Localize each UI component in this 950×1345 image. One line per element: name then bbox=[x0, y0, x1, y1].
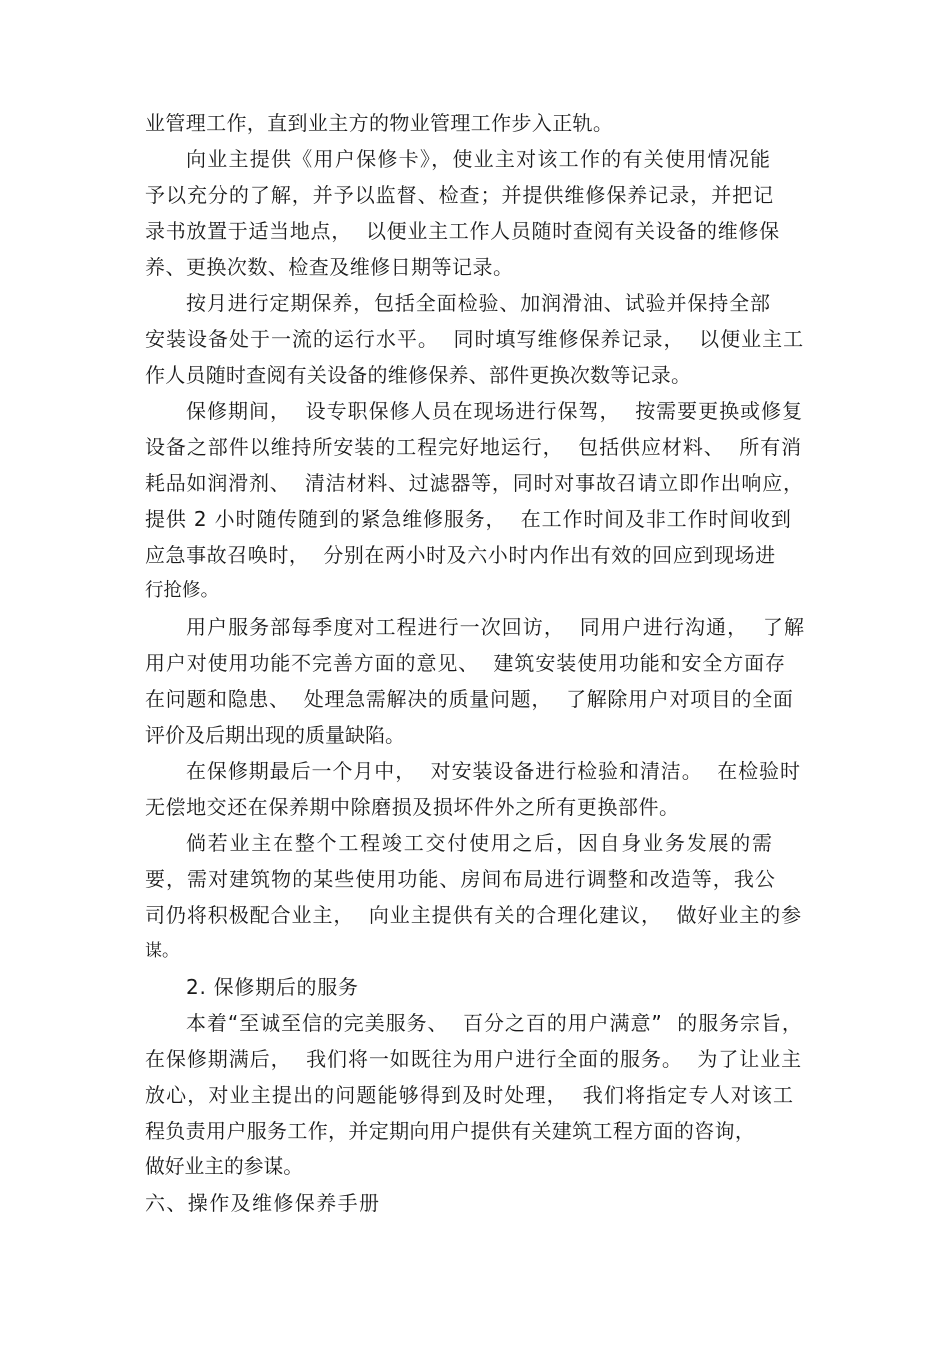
paragraph-line: 司仍将积极配合业主， 向业主提供有关的合理化建议， 做好业主的参 bbox=[145, 903, 803, 927]
paragraph-line: 在保修期满后， 我们将一如既往为用户进行全面的服务。 为了让业主 bbox=[145, 1047, 803, 1071]
paragraph-line: 业管理工作，直到业主方的物业管理工作步入正轨。 bbox=[145, 111, 614, 135]
paragraph-line: 谋。 bbox=[145, 941, 179, 961]
paragraph-line: 安装设备处于一流的运行水平。 同时填写维修保养记录， 以便业主工 bbox=[145, 327, 805, 351]
paragraph-line: 用户服务部每季度对工程进行一次回访， 同用户进行沟通， 了解 bbox=[186, 615, 806, 639]
paragraph-line: 予以充分的了解，并予以监督、检查；并提供维修保养记录，并把记 bbox=[145, 183, 775, 207]
paragraph-line: 放心，对业主提出的问题能够得到及时处理， 我们将指定专人对该工 bbox=[145, 1083, 795, 1107]
paragraph-line: 本着“至诚至信的完美服务、 百分之百的用户满意” 的服务宗旨， bbox=[186, 1011, 803, 1035]
paragraph-line: 在问题和隐患、 处理急需解决的质量问题， 了解除用户对项目的全面 bbox=[145, 687, 794, 711]
paragraph-line: 按月进行定期保养，包括全面检验、加润滑油、试验并保持全部 bbox=[186, 291, 771, 315]
paragraph-line: 要，需对建筑物的某些使用功能、房间布局进行调整和改造等，我公 bbox=[145, 867, 776, 891]
paragraph-line: 养、更换次数、检查及维修日期等记录。 bbox=[145, 255, 514, 279]
subsection-heading: 2. 保修期后的服务 bbox=[186, 975, 359, 999]
paragraph-line: 无偿地交还在保养期中除磨损及损坏件外之所有更换部件。 bbox=[145, 795, 680, 819]
paragraph-line: 提供 2 小时随传随到的紧急维修服务， 在工作时间及非工作时间收到 bbox=[145, 507, 792, 531]
paragraph-line: 做好业主的参谋。 bbox=[145, 1155, 304, 1178]
paragraph-line: 向业主提供《用户保修卡》，使业主对该工作的有关使用情况能 bbox=[186, 147, 772, 171]
paragraph-line: 评价及后期出现的质量缺陷。 bbox=[145, 723, 405, 747]
paragraph-line: 耗品如润滑剂、 清洁材料、过滤器等，同时对事故召请立即作出响应， bbox=[145, 471, 804, 495]
paragraph-line: 保修期间， 设专职保修人员在现场进行保驾， 按需要更换或修复 bbox=[186, 399, 804, 423]
paragraph-line: 在保修期最后一个月中， 对安装设备进行检验和清洁。 在检验时 bbox=[186, 759, 801, 783]
paragraph-line: 录书放置于适当地点， 以便业主工作人员随时查阅有关设备的维修保 bbox=[145, 219, 780, 243]
section-heading: 六、操作及维修保养手册 bbox=[145, 1191, 381, 1215]
paragraph-line: 应急事故召唤时， 分别在两小时及六小时内作出有效的回应到现场进 bbox=[145, 543, 776, 567]
paragraph-line: 程负责用户服务工作，并定期向用户提供有关建筑工程方面的咨询， bbox=[145, 1119, 756, 1143]
paragraph-line: 行抢修。 bbox=[145, 580, 220, 601]
paragraph-line: 倘若业主在整个工程竣工交付使用之后，因自身业务发展的需 bbox=[186, 831, 774, 855]
paragraph-line: 用户对使用功能不完善方面的意见、 建筑安装使用功能和安全方面存 bbox=[145, 651, 786, 675]
paragraph-line: 设备之部件以维持所安装的工程完好地运行， 包括供应材料、 所有消 bbox=[145, 435, 803, 459]
paragraph-line: 作人员随时查阅有关设备的维修保养、部件更换次数等记录。 bbox=[145, 363, 692, 387]
